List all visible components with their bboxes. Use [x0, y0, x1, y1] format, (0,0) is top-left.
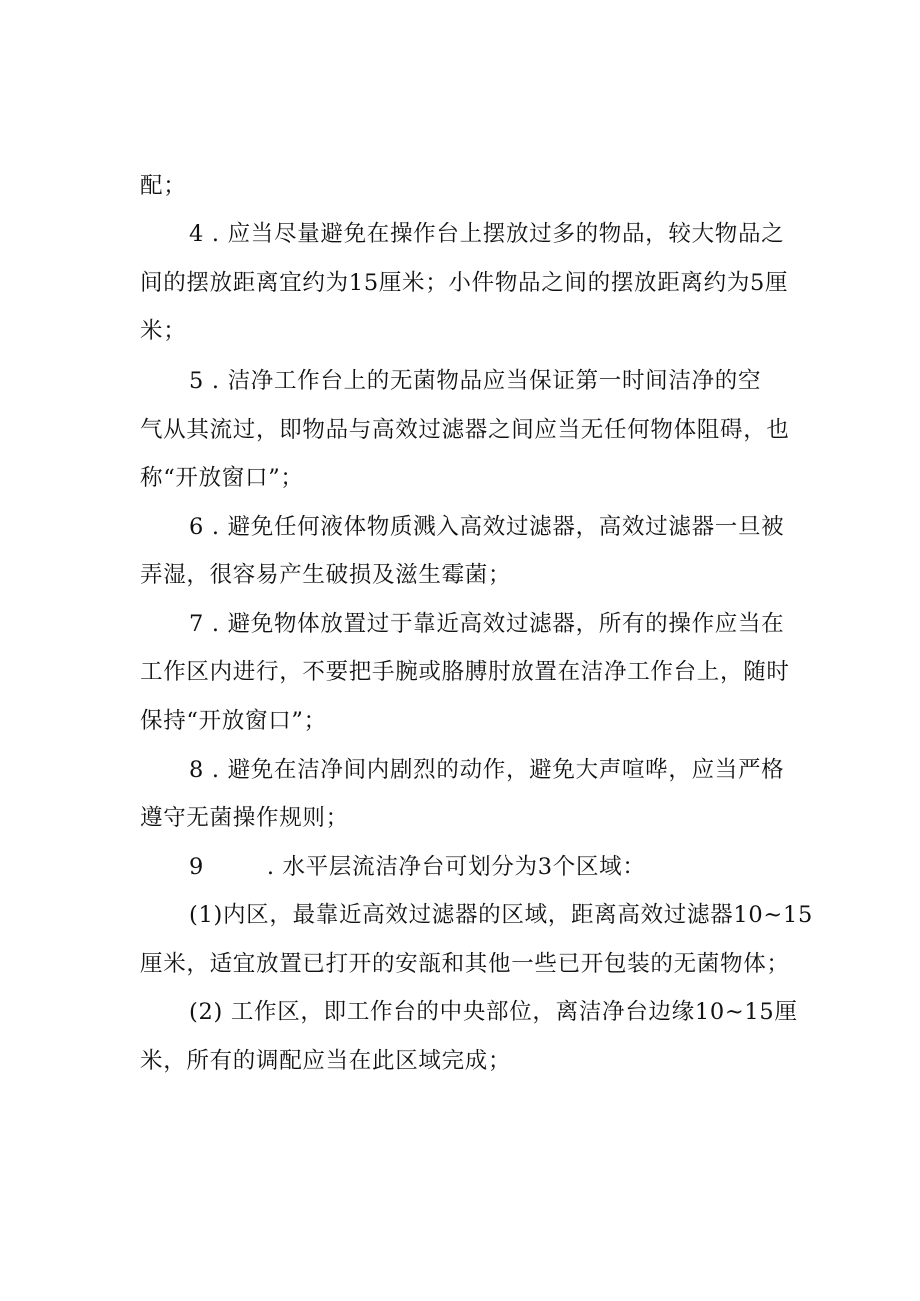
text-line: 保持“开放窗口”； — [140, 708, 327, 734]
text-line: 间的摆放距离宜约为15厘米；小件物品之间的摆放距离约为5厘 — [140, 270, 789, 296]
list-item-4-line: 4 . 应当尽量避免在操作台上摆放过多的物品，较大物品之 — [189, 221, 785, 247]
text-line: 称“开放窗口”； — [140, 465, 304, 491]
sub-item-2-line: (2) 工作区，即工作台的中央部位，离洁净台边缘10~15厘 — [189, 999, 798, 1025]
text-line: 气从其流过，即物品与高效过滤器之间应当无任何物体阻碍，也 — [140, 417, 790, 443]
list-item-8-line: 8 . 避免在洁净间内剧烈的动作，避免大声喧哗，应当严格 — [189, 757, 785, 783]
text-line: 配； — [140, 173, 187, 199]
list-item-9-line: 9 . 水平层流洁净台可划分为3个区域： — [189, 854, 646, 880]
text-line: 工作区内进行，不要把手腕或胳膊肘放置在洁净工作台上，随时 — [140, 659, 790, 685]
list-item-6-line: 6 . 避免任何液体物质溅入高效过滤器，高效过滤器一旦被 — [189, 514, 785, 540]
text-line: 米； — [140, 318, 187, 344]
sub-item-1-line: (1)内区，最靠近高效过滤器的区域，距离高效过滤器10~15 — [189, 902, 813, 928]
list-item-5-line: 5 . 洁净工作台上的无菌物品应当保证第一时间洁净的空 — [189, 368, 762, 394]
text-line: 厘米，适宜放置已打开的安瓿和其他一些已开包装的无菌物体； — [140, 951, 790, 977]
text-line: 遵守无菌操作规则； — [140, 805, 349, 831]
text-line: 弄湿，很容易产生破损及滋生霉菌； — [140, 562, 512, 588]
text-line: 米，所有的调配应当在此区域完成； — [140, 1048, 512, 1074]
list-item-7-line: 7 . 避免物体放置过于靠近高效过滤器，所有的操作应当在 — [189, 611, 785, 637]
